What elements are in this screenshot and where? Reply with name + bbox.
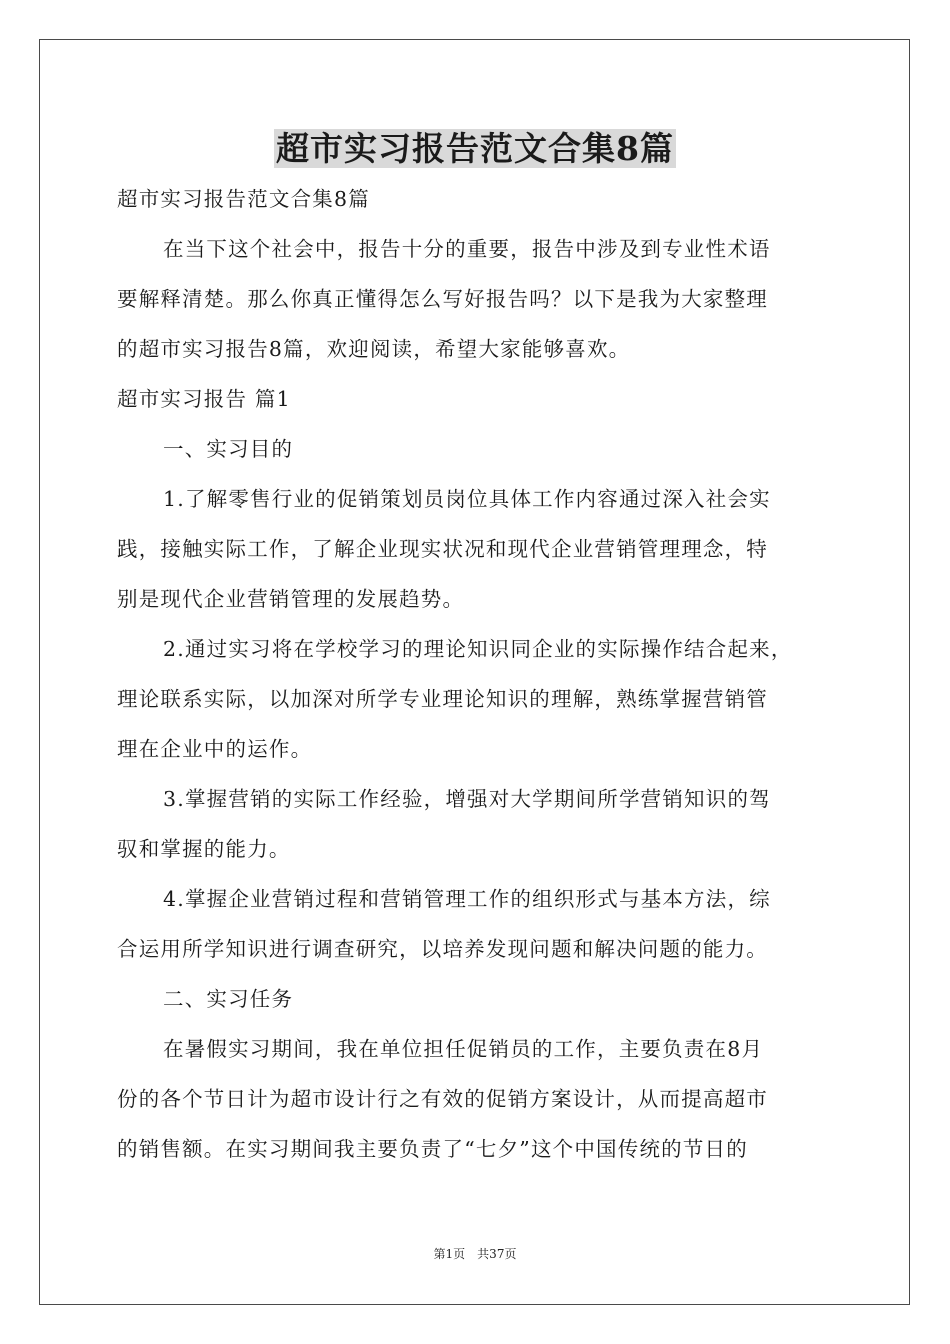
paragraph-line: 2.通过实习将在学校学习的理论知识同企业的实际操作结合起来， — [163, 637, 793, 661]
paragraph-line: 的销售额。在实习期间我主要负责了“七夕”这个中国传统的节日的 — [117, 1137, 748, 1161]
paragraph-line: 驭和掌握的能力。 — [117, 837, 291, 861]
paragraph-line: 理在企业中的运作。 — [117, 737, 313, 761]
paragraph-line: 在暑假实习期间，我在单位担任促销员的工作，主要负责在8月 — [163, 1037, 764, 1061]
subsection-heading: 二、实习任务 — [163, 987, 294, 1011]
paragraph-line: 合运用所学知识进行调查研究，以培养发现问题和解决问题的能力。 — [117, 937, 768, 961]
page-number-footer: 第1页 共37页 — [433, 1247, 517, 1261]
paragraph-line: 份的各个节日计为超市设计行之有效的促销方案设计，从而提高超市 — [117, 1087, 768, 1111]
paragraph-line: 的超市实习报告8篇，欢迎阅读，希望大家能够喜欢。 — [117, 337, 631, 361]
paragraph-line: 3.掌握营销的实际工作经验，增强对大学期间所学营销知识的驾 — [163, 787, 771, 811]
paragraph-line: 别是现代企业营销管理的发展趋势。 — [117, 587, 465, 611]
page-border — [39, 39, 910, 1305]
subtitle-line: 超市实习报告范文合集8篇 — [117, 187, 370, 211]
paragraph-line: 1.了解零售行业的促销策划员岗位具体工作内容通过深入社会实 — [163, 487, 771, 511]
paragraph-line: 4.掌握企业营销过程和营销管理工作的组织形式与基本方法，综 — [163, 887, 771, 911]
paragraph-line: 要解释清楚。那么你真正懂得怎么写好报告吗？以下是我为大家整理 — [117, 287, 768, 311]
paragraph-line: 践，接触实际工作，了解企业现实状况和现代企业营销管理理念，特 — [117, 537, 768, 561]
section-heading: 超市实习报告 篇1 — [117, 387, 291, 411]
paragraph-line: 理论联系实际，以加深对所学专业理论知识的理解，熟练掌握营销管 — [117, 687, 768, 711]
subsection-heading: 一、实习目的 — [163, 437, 294, 461]
document-title: 超市实习报告范文合集8篇 — [276, 129, 674, 168]
paragraph-line: 在当下这个社会中，报告十分的重要，报告中涉及到专业性术语 — [163, 237, 771, 261]
